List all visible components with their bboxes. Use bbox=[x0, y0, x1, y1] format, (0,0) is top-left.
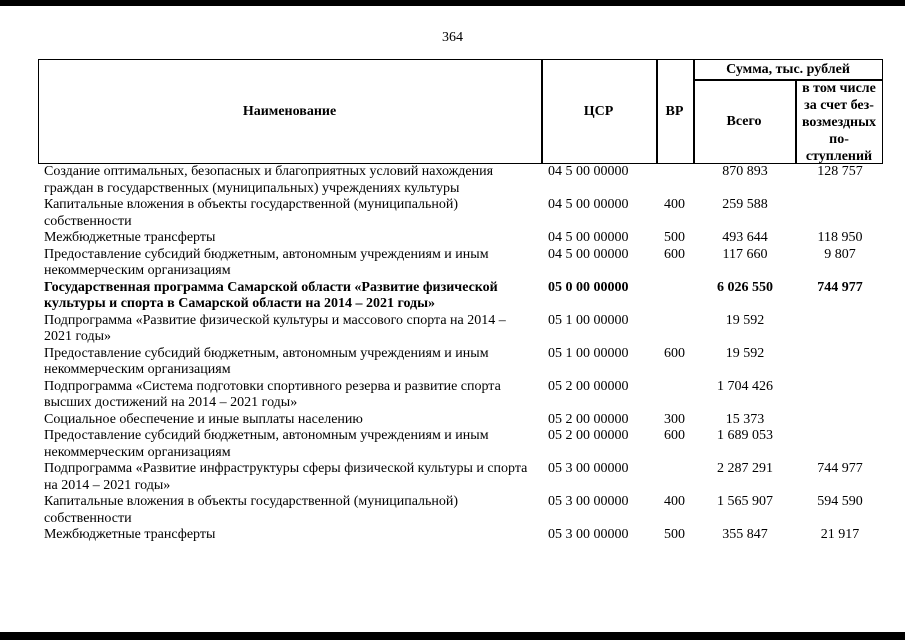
cell-subsidy: 118 950 bbox=[817, 230, 863, 245]
cell-vr: 400 bbox=[664, 494, 685, 509]
cell-name: Подпрограмма «Развитие инфраструктуры сферы физической культуры и спорта на 2014 – 2021 годы» bbox=[44, 461, 528, 493]
cell-name: Предоставление субсидий бюджетным, автономным учреждениям и иным некоммерческим организациям bbox=[44, 345, 489, 377]
cell-subsidy: 21 917 bbox=[820, 527, 860, 542]
cell-subsidy: 744 977 bbox=[817, 461, 863, 476]
cell-total: 493 644 bbox=[722, 230, 768, 245]
cell-csr: 05 0 00 00000 bbox=[548, 279, 629, 295]
cell-csr: 04 5 00 00000 bbox=[548, 230, 629, 245]
table-row bbox=[0, 197, 905, 230]
cell-csr: 05 1 00 00000 bbox=[548, 345, 629, 361]
table-row bbox=[0, 230, 905, 247]
cell-total: 1 689 053 bbox=[717, 428, 773, 443]
cell-name: Капитальные вложения в объекты государственной (муниципальной) собственности bbox=[44, 197, 459, 229]
header-amount: Сумма, тыс. рублей bbox=[726, 62, 850, 77]
cell-name: Государственная программа Самарской области «Развитие физической культуры и спорта в Самарской области на 2014 – 2021 годы» bbox=[44, 279, 498, 311]
table-row bbox=[0, 412, 905, 429]
cell-total: 6 026 550 bbox=[717, 279, 773, 295]
cell-vr: 400 bbox=[664, 197, 685, 212]
cell-csr: 05 3 00 00000 bbox=[548, 461, 629, 476]
cell-total: 19 592 bbox=[725, 312, 765, 328]
cell-csr: 04 5 00 00000 bbox=[548, 164, 629, 179]
table-row bbox=[0, 280, 905, 313]
cell-csr: 05 2 00 00000 bbox=[548, 411, 629, 427]
cell-csr: 05 2 00 00000 bbox=[548, 378, 629, 394]
table-row bbox=[0, 247, 905, 280]
table-row bbox=[0, 461, 905, 494]
cell-name: Предоставление субсидий бюджетным, автономным учреждениям и иным некоммерческим организациям bbox=[44, 428, 489, 460]
table-row bbox=[0, 313, 905, 346]
cell-vr: 600 bbox=[664, 246, 685, 262]
cell-vr: 500 bbox=[664, 527, 685, 542]
table-row bbox=[0, 379, 905, 412]
cell-total: 19 592 bbox=[725, 345, 765, 361]
cell-csr: 04 5 00 00000 bbox=[548, 197, 629, 212]
cell-total: 2 287 291 bbox=[717, 461, 773, 476]
cell-csr: 05 2 00 00000 bbox=[548, 428, 629, 443]
cell-total: 259 588 bbox=[722, 197, 768, 212]
cell-name: Межбюджетные трансферты bbox=[44, 527, 216, 542]
top-border bbox=[0, 0, 905, 6]
cell-vr: 600 bbox=[664, 428, 685, 443]
cell-subsidy: 128 757 bbox=[817, 164, 863, 179]
cell-name: Социальное обеспечение и иные выплаты населению bbox=[44, 411, 363, 427]
cell-name: Подпрограмма «Система подготовки спортивного резерва и развитие спорта высших достижений на 2014 – 2021 годы» bbox=[44, 378, 501, 410]
cell-total: 117 660 bbox=[722, 246, 768, 262]
cell-vr: 300 bbox=[664, 411, 685, 427]
header-csr: ЦСР bbox=[583, 104, 614, 119]
cell-vr: 500 bbox=[664, 230, 685, 245]
table-row bbox=[0, 164, 905, 197]
header-subsidy: в том числе за счет без-возмездных по-ступлений bbox=[801, 80, 877, 164]
cell-total: 1 565 907 bbox=[717, 494, 773, 509]
table-row bbox=[0, 494, 905, 527]
cell-subsidy: 744 977 bbox=[817, 279, 863, 295]
cell-csr: 05 1 00 00000 bbox=[548, 312, 629, 328]
cell-name: Межбюджетные трансферты bbox=[44, 230, 216, 245]
bottom-border bbox=[0, 632, 905, 640]
cell-total: 355 847 bbox=[722, 527, 768, 542]
cell-name: Предоставление субсидий бюджетным, автономным учреждениям и иным некоммерческим организациям bbox=[44, 246, 489, 278]
cell-csr: 05 3 00 00000 bbox=[548, 494, 629, 509]
cell-total: 870 893 bbox=[722, 164, 768, 179]
cell-vr: 600 bbox=[664, 345, 685, 361]
cell-total: 1 704 426 bbox=[717, 378, 773, 394]
cell-total: 15 373 bbox=[725, 411, 765, 427]
header-name: Наименование bbox=[242, 104, 337, 119]
header-vr: ВР bbox=[665, 104, 684, 119]
cell-subsidy: 9 807 bbox=[824, 246, 856, 262]
table-row bbox=[0, 346, 905, 379]
cell-csr: 05 3 00 00000 bbox=[548, 527, 629, 542]
page-number: 364 bbox=[442, 30, 463, 45]
cell-name: Капитальные вложения в объекты государственной (муниципальной) собственности bbox=[44, 494, 459, 526]
table-row bbox=[0, 527, 905, 544]
cell-csr: 04 5 00 00000 bbox=[548, 246, 629, 262]
cell-name: Создание оптимальных, безопасных и благоприятных условий нахождения граждан в государственных (муниципальных) учреждениях культуры bbox=[44, 164, 494, 196]
table-body bbox=[0, 164, 905, 544]
header-total: Всего bbox=[726, 114, 762, 129]
table-row bbox=[0, 428, 905, 461]
cell-name: Подпрограмма «Развитие физической культуры и массового спорта на 2014 – 2021 годы» bbox=[44, 312, 506, 344]
cell-subsidy: 594 590 bbox=[817, 494, 863, 509]
